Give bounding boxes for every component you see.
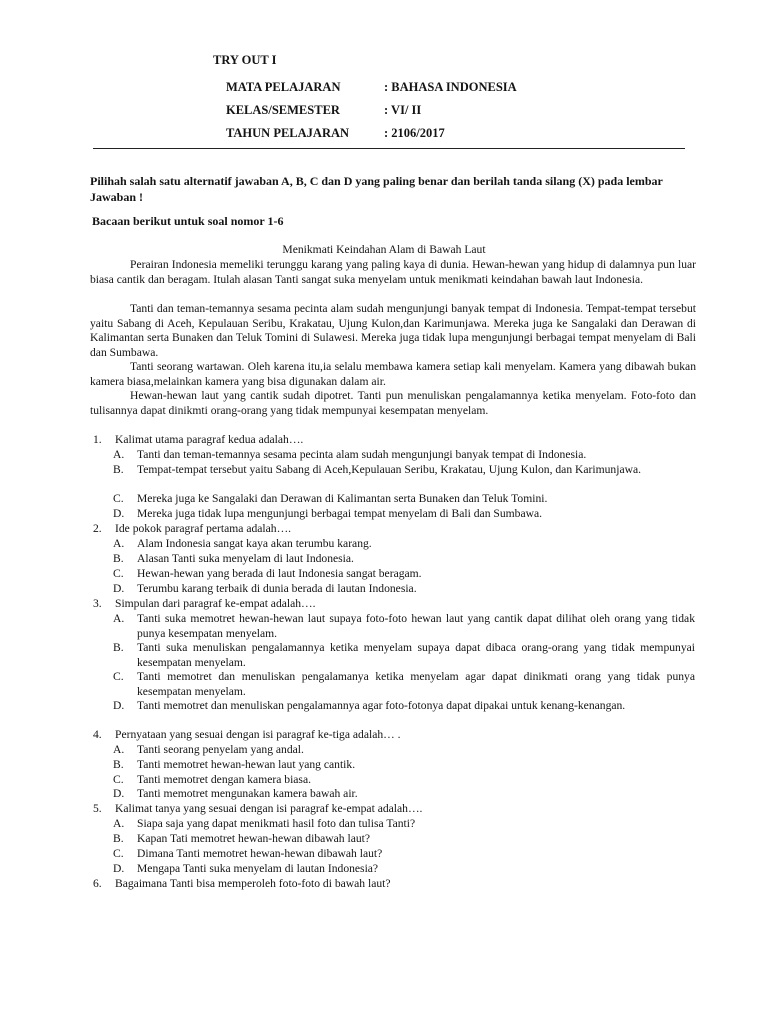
q3-option-c	[113, 670, 695, 699]
q5-option-c-letter: C.	[113, 847, 124, 860]
exam-title: TRY OUT I	[213, 53, 277, 67]
question-6-text: Bagaimana Tanti bisa memperoleh foto-foto di bawah laut?	[115, 877, 391, 890]
question-2-text: Ide pokok paragraf pertama adalah….	[115, 522, 292, 535]
q4-option-b	[113, 758, 695, 773]
q4-option-d-letter: D.	[113, 787, 125, 800]
q4-option-c-letter: C.	[113, 773, 124, 786]
q1-option-a-letter: A.	[113, 448, 125, 461]
q3-option-b	[113, 641, 695, 670]
q2-option-b-text: Alasan Tanti suka menyelam di laut Indonesia.	[137, 552, 354, 565]
q5-option-d-text: Mengapa Tanti suka menyelam di lautan Indonesia?	[137, 862, 379, 875]
q5-option-c	[113, 847, 695, 862]
q4-option-a	[113, 743, 695, 758]
instruction: Pilihah salah satu alternatif jawaban A, B, C dan D yang paling benar dan berilah tanda silang (X) pada lembar Jawaban !	[90, 174, 663, 204]
question-2-number: 2.	[93, 522, 102, 535]
q1-option-c	[113, 492, 695, 507]
q2-option-a-letter: A.	[113, 537, 125, 550]
passage-title: Menikmati Keindahan Alam di Bawah Laut	[282, 243, 486, 256]
passage-paragraph-3-text: Tanti seorang wartawan. Oleh karena itu,ia selalu membawa kamera setiap kali menyelam. Kamera yang dibawah bukan kamera biasa,melainkan kamera yang bisa digunakan dalam air.	[90, 360, 696, 388]
passage-paragraph-2-text: Tanti dan teman-temannya sesama pecinta alam sudah mengunjungi banyak tempat di Indonesia. Tempat-tempat tersebut yaitu Sabang di Aceh, Kepulauan Seribu, Krakatau, Ujung Kulon,dan Karimunjawa. Mereka juga ke Sangalaki dan Derawan di Kalimantan serta Bunaken dan Teluk Tomini di Sulawesi. Mereka juga tidak lupa mengunjungi berbagai tempat menyelam di Bali dan Sumbawa.	[90, 302, 696, 359]
q3-option-b-letter: B.	[113, 641, 124, 654]
q4-option-a-letter: A.	[113, 743, 125, 756]
q2-option-c	[113, 567, 695, 582]
question-3-text: Simpulan dari paragraf ke-empat adalah….	[115, 597, 316, 610]
q2-option-a-text: Alam Indonesia sangat kaya akan terumbu karang.	[137, 537, 372, 550]
q4-option-c-text: Tanti memotret dengan kamera biasa.	[137, 773, 311, 786]
q3-option-d-text: Tanti memotret dan menuliskan pengalamannya agar foto-fotonya dapat dipakai untuk kenang-kenangan.	[137, 699, 626, 712]
passage-paragraph-1	[90, 258, 696, 287]
q3-option-c-letter: C.	[113, 670, 124, 683]
q1-option-d-letter: D.	[113, 507, 125, 520]
q2-option-b-letter: B.	[113, 552, 124, 565]
q4-option-b-text: Tanti memotret hewan-hewan laut yang cantik.	[137, 758, 356, 771]
q3-option-d-letter: D.	[113, 699, 125, 712]
passage-paragraph-3	[90, 360, 696, 389]
subject-value: : BAHASA INDONESIA	[384, 80, 517, 94]
q1-option-c-text: Mereka juga ke Sangalaki dan Derawan di Kalimantan serta Bunaken dan Teluk Tomini.	[137, 492, 548, 505]
q2-option-d-letter: D.	[113, 582, 125, 595]
question-5-text: Kalimat tanya yang sesuai dengan isi paragraf ke-empat adalah….	[115, 802, 423, 815]
q2-option-a	[113, 537, 695, 552]
year-label: TAHUN PELAJARAN	[226, 126, 350, 140]
class-value: : VI/ II	[384, 103, 422, 117]
q1-option-d	[113, 507, 695, 522]
class-label: KELAS/SEMESTER	[226, 103, 340, 117]
q5-option-a-text: Siapa saja yang dapat menikmati hasil foto dan tulisa Tanti?	[137, 817, 416, 830]
q2-option-d-text: Terumbu karang terbaik di dunia berada di lautan Indonesia.	[137, 582, 417, 595]
q5-option-d	[113, 862, 695, 877]
q2-option-c-letter: C.	[113, 567, 124, 580]
q4-option-d-text: Tanti memotret mengunakan kamera bawah air.	[137, 787, 358, 800]
question-5-number: 5.	[93, 802, 102, 815]
question-1-number: 1.	[93, 433, 102, 446]
reading-label: Bacaan berikut untuk soal nomor 1-6	[92, 214, 284, 228]
q3-option-b-text: Tanti suka menuliskan pengalamannya ketika menyelam supaya dapat dibaca orang-orang yang tidak mempunyai kesempatan menyelam.	[137, 641, 695, 669]
year-value: : 2106/2017	[384, 126, 445, 140]
question-4-text: Pernyataan yang sesuai dengan isi paragraf ke-tiga adalah… .	[115, 728, 401, 741]
q3-option-a-text: Tanti suka memotret hewan-hewan laut supaya foto-foto hewan laut yang cantik dapat dilihat oleh orang yang tidak punya kesempatan menyelam.	[137, 612, 695, 640]
q4-option-d	[113, 787, 695, 802]
passage-paragraph-4	[90, 389, 696, 418]
q2-option-b	[113, 552, 695, 567]
q1-option-c-letter: C.	[113, 492, 124, 505]
q4-option-a-text: Tanti seorang penyelam yang andal.	[137, 743, 304, 756]
q5-option-c-text: Dimana Tanti memotret hewan-hewan dibawah laut?	[137, 847, 383, 860]
q3-option-a	[113, 612, 695, 641]
q4-option-c	[113, 773, 695, 788]
question-4-number: 4.	[93, 728, 102, 741]
question-1-text: Kalimat utama paragraf kedua adalah….	[115, 433, 304, 446]
subject-label: MATA PELAJARAN	[226, 80, 341, 94]
q1-option-b-letter: B.	[113, 463, 124, 476]
q3-option-a-letter: A.	[113, 612, 125, 625]
q4-option-b-letter: B.	[113, 758, 124, 771]
q5-option-a-letter: A.	[113, 817, 125, 830]
q2-option-d	[113, 582, 695, 597]
q5-option-b-letter: B.	[113, 832, 124, 845]
question-3-number: 3.	[93, 597, 102, 610]
q5-option-b-text: Kapan Tati memotret hewan-hewan dibawah laut?	[137, 832, 371, 845]
q1-option-b	[113, 463, 695, 478]
q1-option-a	[113, 448, 695, 463]
q1-option-d-text: Mereka juga tidak lupa mengunjungi berbagai tempat menyelam di Bali dan Sumbawa.	[137, 507, 543, 520]
q1-option-b-text: Tempat-tempat tersebut yaitu Sabang di Aceh,Kepulauan Seribu, Krakatau, Ujung Kulon, dan Karimunjawa.	[137, 463, 642, 476]
q2-option-c-text: Hewan-hewan yang berada di laut Indonesia sangat beragam.	[137, 567, 422, 580]
passage-paragraph-2	[90, 302, 696, 360]
q1-option-a-text: Tanti dan teman-temannya sesama pecinta alam sudah mengunjungi banyak tempat di Indonesia.	[137, 448, 587, 461]
question-6-number: 6.	[93, 877, 102, 890]
passage-paragraph-4-text: Hewan-hewan laut yang cantik sudah dipotret. Tanti pun menuliskan pengalamannya ketika menyelam. Foto-foto dan tulisannya dapat dinikmti orang-orang yang tidak mempunyai kesempatan menyelam.	[90, 389, 696, 417]
q5-option-b	[113, 832, 695, 847]
q3-option-c-text: Tanti memotret dan menuliskan pengalamanya ketika menyelam agar dapat dinikmati orang yang tidak punya kesempatan menyelam.	[137, 670, 695, 698]
q5-option-a	[113, 817, 695, 832]
q5-option-d-letter: D.	[113, 862, 125, 875]
q3-option-d	[113, 699, 695, 714]
passage-paragraph-1-text: Perairan Indonesia memeliki terunggu karang yang paling kaya di dunia. Hewan-hewan yang hidup di dalamnya pun luar biasa cantik dan beragam. Itulah alasan Tanti sangat suka menyelam untuk menikmati keindahan bawah laut Indonesia.	[90, 258, 696, 286]
header-divider	[93, 148, 685, 149]
